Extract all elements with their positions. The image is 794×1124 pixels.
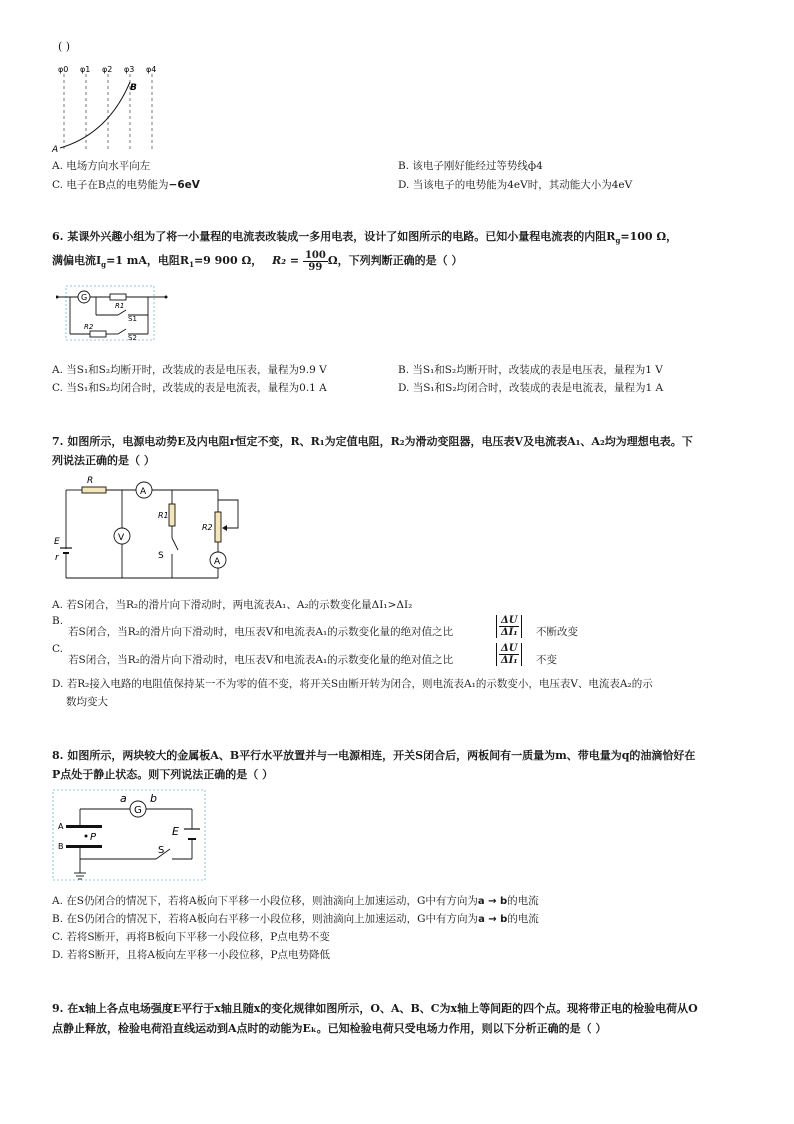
q7-stem-line2: 列说法正确的是（ ） xyxy=(52,454,155,467)
q5-answer-bracket: ( ) xyxy=(58,40,71,53)
q7-option-d-line1[interactable]: D. 若R₂接入电路的电阻值保持某一不为零的值不变，将开关S由断开转为闭合，则电流表A₁的示数变小，电压表V、电流表A₂的示 xyxy=(52,678,653,690)
q8-plate-a-label: A xyxy=(58,822,64,831)
q5-equipotential-figure xyxy=(48,62,188,152)
q8-option-a[interactable] xyxy=(52,893,539,908)
q6-option-d[interactable]: D. 当S₁和S₂均闭合时，改装成的表是电流表，量程为1 A xyxy=(398,382,664,394)
q8-option-b-text: B. 在S仍闭合的情况下，若将A板向右平移一小段位移，则油滴向上加速运动，G中有方向为 xyxy=(52,913,479,925)
q6-stem-line1 xyxy=(52,228,677,245)
phi1-label: φ1 xyxy=(80,65,91,74)
q7-r1-label: R1 xyxy=(158,511,169,520)
q8-option-b[interactable] xyxy=(52,911,539,926)
q5-option-c[interactable] xyxy=(52,177,200,192)
q8-galvanometer-label: G xyxy=(134,805,142,816)
q6-r2-num: 100 xyxy=(304,249,326,261)
q7-option-c-label: C. xyxy=(52,643,63,655)
point-a-label: A xyxy=(52,145,59,152)
q6-r2-fig-label: R2 xyxy=(84,323,94,331)
q8-circuit-figure xyxy=(52,789,208,883)
q6-r2-den: 99 xyxy=(308,261,323,273)
q5-option-b[interactable]: B. 该电子刚好能经过等势线ф4 xyxy=(398,160,543,172)
q7-r2-label: R2 xyxy=(202,523,213,532)
q6-option-a[interactable]: A. 当S₁和S₂均断开时，改装成的表是电压表，量程为9.9 V xyxy=(52,364,327,376)
q7-circuit-figure xyxy=(52,474,252,586)
q8-stem-line1: 8. 如图所示，两块较大的金属板A、B平行水平放置并与一电源相连，开关S闭合后，两板间有一质量为m、带电量为q的油滴恰好在 xyxy=(52,749,696,762)
phi2-label: φ2 xyxy=(102,65,113,74)
q7-emf-label: E xyxy=(54,537,60,547)
q6-s2-label: S2 xyxy=(128,334,137,342)
q5-option-c-value: −6eV xyxy=(168,179,200,191)
q8-emf-label: E xyxy=(172,825,179,838)
q6-option-b[interactable]: B. 当S₁和S₂均断开时，改装成的表是电压表，量程为1 V xyxy=(398,364,663,376)
q7-c-frac-num: ΔU xyxy=(501,643,518,654)
point-b-label: B xyxy=(130,83,137,93)
q7-option-a[interactable]: A. 若S闭合，当R₂的滑片向下滑动时，两电流表A₁、A₂的示数变化量ΔI₁>ΔI₂ xyxy=(52,599,413,611)
q8-option-b-direction: a → b xyxy=(478,914,508,925)
q9-stem-line2: 点静止释放，检验电荷沿直线运动到A点时的动能为Eₖ。已知检验电荷只受电场力作用，则以下分析正确的是（ ） xyxy=(52,1022,607,1035)
q6-stem2-sub: g xyxy=(101,260,107,270)
phi4-label: φ4 xyxy=(146,65,157,74)
q8-option-a-direction: a → b xyxy=(477,896,508,907)
q7-voltmeter-label: V xyxy=(118,533,125,543)
q8-point-a-label: a xyxy=(120,792,127,805)
q7-b-frac-den: ΔI₁ xyxy=(500,627,518,638)
q8-point-b-label: b xyxy=(150,792,157,805)
q6-r2-fraction xyxy=(303,250,328,273)
q6-stem2-pre: 满偏电流I xyxy=(52,254,102,267)
q7-option-b-fraction xyxy=(496,615,522,638)
q7-internal-r-label: r xyxy=(55,553,59,563)
q8-option-a-text: A. 在S仍闭合的情况下，若将A板向下平移一小段位移，则油滴向上加速运动，G中有方向为 xyxy=(52,895,478,907)
q5-option-d[interactable]: D. 当该电子的电势能为4eV时，其动能大小为4eV xyxy=(398,179,633,191)
q6-stem2-sub2: 1 xyxy=(189,260,194,270)
q6-r1-label: R1 xyxy=(115,302,125,310)
q8-point-p-label: P xyxy=(90,832,97,843)
q8-plate-b-label: B xyxy=(58,842,64,851)
q7-option-c-text: 若S闭合，当R₂的滑片向下滑动时，电压表V和电流表A₁的示数变化量的绝对值之比 xyxy=(68,654,454,666)
phi0-label: φ0 xyxy=(58,65,69,74)
q7-c-frac-den: ΔI₁ xyxy=(500,655,518,666)
q6-r2-label: R₂ = xyxy=(272,254,303,267)
q7-stem-line1: 7. 如图所示，电源电动势E及内电阻r恒定不变，R、R₁为定值电阻，R₂为滑动变阻器，电压表V及电流表A₁、A₂均为理想电表。下 xyxy=(52,435,693,448)
q6-stem-line2 xyxy=(52,249,462,273)
q6-s1-label: S1 xyxy=(128,315,137,323)
q5-option-a[interactable]: A. 电场方向水平向左 xyxy=(52,160,151,172)
q6-galvanometer-label: G xyxy=(81,293,88,302)
q7-option-b-post: 不断改变 xyxy=(536,626,578,638)
q7-option-c-post: 不变 xyxy=(536,654,557,666)
q6-option-c[interactable]: C. 当S₁和S₂均闭合时，改装成的表是电流表，量程为0.1 A xyxy=(52,382,327,394)
q7-r-label: R xyxy=(87,476,94,486)
q7-option-b-text: 若S闭合，当R₂的滑片向下滑动时，电压表V和电流表A₁的示数变化量的绝对值之比 xyxy=(68,626,454,638)
q9-stem-line1: 9. 在x轴上各点电场强度E平行于x轴且随x的变化规律如图所示，O、A、B、C为x轴上等间距的四个点。现将带正电的检验电荷从O xyxy=(52,1002,698,1015)
phi3-label: φ3 xyxy=(124,65,135,74)
q8-option-a-post: 的电流 xyxy=(507,895,539,907)
q6-stem1-sub: g xyxy=(615,236,621,246)
q7-b-frac-num: ΔU xyxy=(501,615,518,626)
q8-option-b-post: 的电流 xyxy=(507,913,539,925)
q6-stem1-text: 6. 某课外兴趣小组为了将一小量程的电流表改装成一多用电表，设计了如图所示的电路。已知小量程电流表的内阻R xyxy=(52,230,616,243)
q8-option-c[interactable]: C. 若将S断开，再将B板向下平移一小段位移，P点电势不变 xyxy=(52,931,330,943)
q8-switch-label: S xyxy=(158,845,165,856)
q6-circuit-figure xyxy=(56,284,168,344)
q7-ammeter-a1-label: A xyxy=(140,487,147,497)
q6-stem1-tail: =100 Ω， xyxy=(620,230,678,243)
q5-option-c-text: C. 电子在B点的电势能为 xyxy=(52,179,169,191)
q8-stem-line2: P点处于静止状态。则下列说法正确的是（ ） xyxy=(52,768,274,781)
q6-stem2-tail: ，下列判断正确的是（ ） xyxy=(337,254,463,267)
q7-switch-label: S xyxy=(158,551,164,561)
q6-stem2-mid2: =9 900 Ω， xyxy=(193,254,263,267)
q7-ammeter-a2-label: A xyxy=(214,557,221,567)
q7-option-b-label: B. xyxy=(52,615,64,627)
q8-option-d[interactable]: D. 若将S断开，且将A板向左平移一小段位移，P点电势降低 xyxy=(52,949,331,961)
q6-stem2-mid: =1 mA，电阻R xyxy=(106,254,190,267)
q7-option-d-line2: 数均变大 xyxy=(66,696,108,708)
q6-r2-unit: Ω xyxy=(327,254,338,267)
q7-option-c-fraction xyxy=(496,643,522,666)
